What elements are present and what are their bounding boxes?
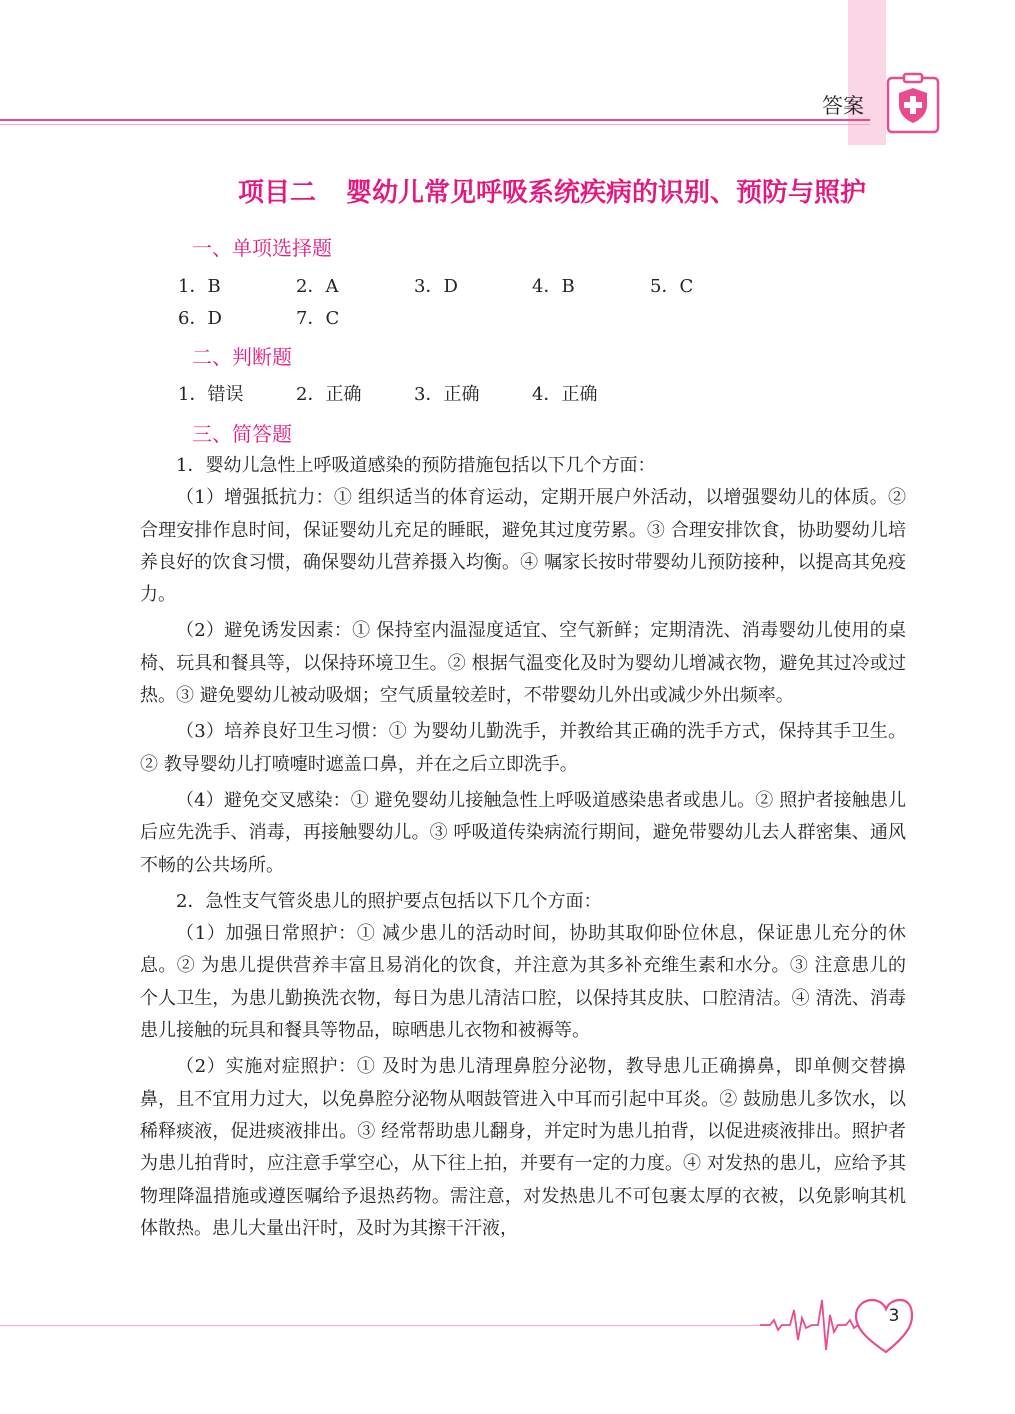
answer-item: 4．B [532, 276, 575, 297]
question-1-intro: 1．婴幼儿急性上呼吸道感染的预防措施包括以下几个方面： [176, 455, 656, 476]
page-number: 3 [888, 1306, 900, 1326]
title-project-number: 项目二 [238, 178, 317, 208]
answer-paragraph: （2）实施对症照护：① 及时为患儿清理鼻腔分泌物，教导患儿正确擤鼻，即单侧交替擤鼻，且不宜用力过大，以免鼻腔分泌物从咽鼓管进入中耳而引起中耳炎。② 鼓励患儿多饮水，以稀释痰液，促进痰液排出。③ 经常帮助患儿翻身，并定时为患儿拍背，以促进痰液排出。照护者为患儿拍背时，应注意手掌空心，从下往上拍，并要有一定的力度。④ 对发热的患儿，应给予其物理降温措施或遵医嘱给予退热药物。需注意，对发热患儿不可包裹太厚的衣被，以免影响其机体散热。患儿大量出汗时，及时为其擦干汗液， [140, 1056, 906, 1239]
medical-shield-clipboard-icon [884, 72, 942, 134]
answer-item: 4．正确 [532, 384, 598, 405]
answer-item: 1．错误 [178, 384, 244, 405]
answer-item: 7．C [296, 308, 340, 329]
header-rule-thin [0, 124, 870, 125]
answer-paragraph: （1）加强日常照护：① 减少患儿的活动时间，协助其取仰卧位休息，保证患儿充分的休息。② 为患儿提供营养丰富且易消化的饮食，并注意为其多补充维生素和水分。③ 注意患儿的个人卫生，为患儿勤换洗衣物，每日为患儿清洁口腔，以保持其皮肤、口腔清洁。④ 清洗、消毒患儿接触的玩具和餐具等物品，晾晒患儿衣物和被褥等。 [140, 923, 906, 1042]
answer-item: 2．正确 [296, 384, 362, 405]
title-project-name: 婴幼儿常见呼吸系统疾病的识别、预防与照护 [346, 178, 867, 208]
answer-item: 3．正确 [414, 384, 480, 405]
section-heading-short-answer: 三、简答题 [192, 422, 292, 446]
header-label: 答案 [822, 94, 864, 118]
answer-item: 3．D [414, 276, 458, 297]
short-answer-body [140, 450, 906, 1245]
answer-paragraph: （1）增强抵抗力：① 组织适当的体育运动，定期开展户外活动，以增强婴幼儿的体质。② 合理安排作息时间，保证婴幼儿充足的睡眠，避免其过度劳累。③ 合理安排饮食，协助婴幼儿培养良好的饮食习惯，确保婴幼儿营养摄入均衡。④ 嘱家长按时带婴幼儿预防接种，以提高其免疫力。 [140, 487, 906, 606]
footer-rule [0, 1325, 770, 1326]
answer-item: 5．C [650, 276, 694, 297]
section-heading-single-choice: 一、单项选择题 [192, 236, 332, 260]
page-title [238, 172, 866, 209]
answer-paragraph: （4）避免交叉感染：① 避免婴幼儿接触急性上呼吸道感染患者或患儿。② 照护者接触患儿后应先洗手、消毒，再接触婴幼儿。③ 呼吸道传染病流行期间，避免带婴幼儿去人群密集、通风不畅的公共场所。 [140, 789, 906, 876]
answer-item: 1．B [178, 276, 221, 297]
section-heading-true-false: 二、判断题 [192, 345, 292, 369]
answer-paragraph: （3）培养良好卫生习惯：① 为婴幼儿勤洗手，并教给其正确的洗手方式，保持其手卫生。② 教导婴幼儿打喷嚏时遮盖口鼻，并在之后立即洗手。 [140, 721, 906, 775]
answer-item: 6．D [178, 308, 222, 329]
header-rule [0, 119, 870, 121]
answer-paragraph: （2）避免诱发因素：① 保持室内温湿度适宜、空气新鲜；定期清洗、消毒婴幼儿使用的桌椅、玩具和餐具等，以保持环境卫生。② 根据气温变化及时为婴幼儿增减衣物，避免其过冷或过热。③ 避免婴幼儿被动吸烟；空气质量较差时，不带婴幼儿外出或减少外出频率。 [140, 620, 906, 707]
answer-item: 2．A [296, 276, 339, 297]
question-2-intro: 2．急性支气管炎患儿的照护要点包括以下几个方面： [176, 890, 602, 912]
